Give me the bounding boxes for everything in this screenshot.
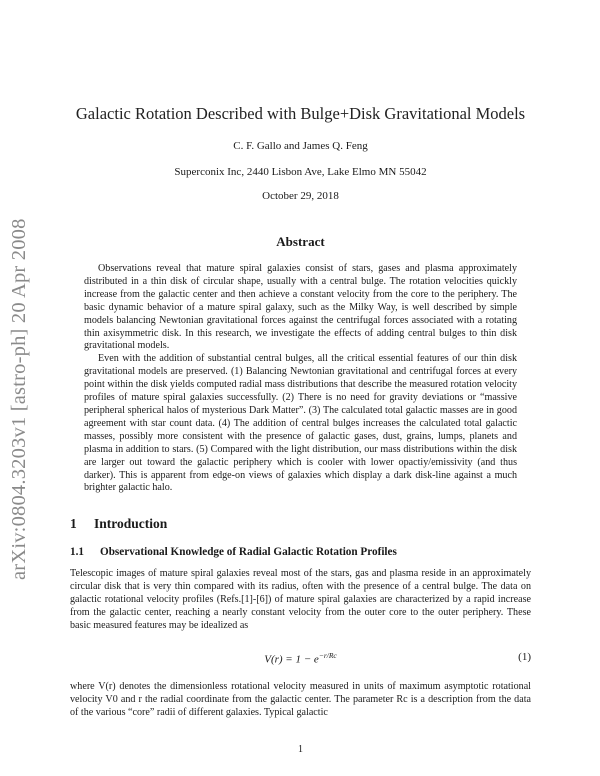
- subsection-heading: [70, 546, 397, 558]
- arxiv-identifier: arXiv:0804.3203v1 [astro-ph] 20 Apr 2008: [8, 218, 30, 580]
- page-number: 1: [298, 744, 303, 755]
- body-text: [70, 568, 531, 633]
- abstract-heading: Abstract: [276, 234, 325, 249]
- abstract-paragraph: Observations reveal that mature spiral galaxies consist of stars, gases and plasma approximately distributed in a thin disk of circular shape, usually with a central bulge. The rotation velocities quickly increase from the galactic center and then achieve a constant velocity from the core to the periphery. The basic dynamic behavior of a mature spiral galaxy, such as the Milky Way, is well described by simple models balancing Newtonian gravitational forces against the centrifugal forces associated with a rotating thin axisymmetric disk. In this research, we investigate the effects of adding central bulges to thin disk gravitational models.: [84, 263, 517, 352]
- section-heading: [70, 516, 167, 532]
- equation-lhs: V(r) = 1 − e: [264, 653, 319, 666]
- equation-formula: [70, 651, 531, 666]
- paper-title: Galactic Rotation Described with Bulge+Disk Gravitational Models: [75, 104, 526, 123]
- subsection-title: Observational Knowledge of Radial Galactic Rotation Profiles: [100, 546, 397, 558]
- section-number: 1: [70, 516, 77, 531]
- affiliation: Superconix Inc, 2440 Lisbon Ave, Lake Elmo MN 55042: [174, 166, 427, 178]
- date: October 29, 2018: [262, 190, 339, 202]
- equation: [70, 651, 531, 671]
- authors: C. F. Gallo and James Q. Feng: [233, 140, 368, 152]
- equation-exponent: −r/Rc: [318, 651, 337, 660]
- body-paragraph: Telescopic images of mature spiral galaxies reveal most of the stars, gas and plasma reside in an approximately circular disk that is very thin compared with its radius, often with the presence of a central bulge. The data on galactic rotational velocity profiles (Refs.[1]-[6]) of mature spiral galaxies are characterized by a rapid increase from the galactic center, reaching a nearly constant velocity from the outer core to the outer periphery. These basic measured features may be idealized as: [70, 568, 531, 631]
- abstract: [84, 263, 517, 495]
- body-paragraph: where V(r) denotes the dimensionless rotational velocity measured in units of maximum asymptotic rotational velocity V0 and r the radial coordinate from the galactic center. The parameter Rc is a description from the data of the various “core” radii of different galaxies. Typical galactic: [70, 681, 531, 718]
- body-text-continued: [70, 681, 531, 720]
- abstract-paragraph: Even with the addition of substantial central bulges, all the critical essential features of our thin disk gravitational models are preserved. (1) Balancing Newtonian gravitational and centrifugal forces at every point within the disk yields computed radial mass distributions that describe the measured rotation velocity profiles of mature spiral galaxies successfully. (2) There is no need for gravity deviations or “massive peripheral spherical halos of mysterious Dark Matter”. (3) The calculated total galactic masses are in good agreement with star count data. (4) The addition of central bulges increases the calculated total galactic masses, possibly more consistent with the presence of galactic gases, dust, grains, lumps, planets and plasma in addition to stars. (5) Compared with the light distribution, our mass distributions within the disk are larger out toward the galactic periphery which is cooler with lower opactiy/emissivity (and thus darker). This is apparent from edge-on views of galaxies which display a dark disk-line against a much brighter galactic halo.: [84, 353, 517, 494]
- subsection-number: 1.1: [70, 546, 84, 558]
- equation-number: (1): [518, 651, 531, 663]
- section-title: Introduction: [94, 516, 168, 531]
